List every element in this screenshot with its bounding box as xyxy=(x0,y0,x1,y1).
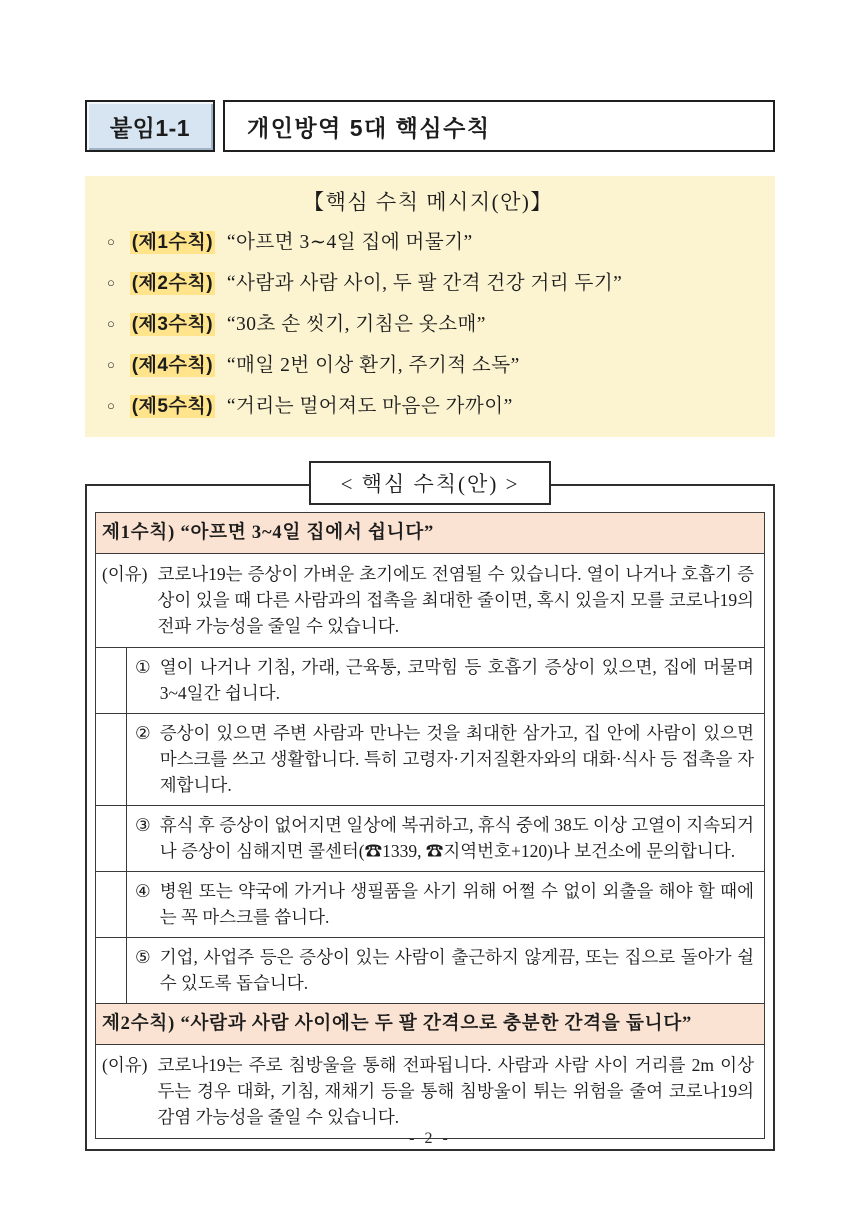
item-text: 병원 또는 약국에 가거나 생필품을 사기 위해 어쩔 수 없이 외출을 해야 할 때에는 꼭 마스크를 씁니다. xyxy=(159,881,754,927)
rule1-header-text: 제1수칙) “아프면 3~4일 집에서 쉽니다” xyxy=(96,513,765,554)
numbered-item xyxy=(135,720,754,798)
rule-label-highlight: (제2수칙) xyxy=(131,273,214,294)
numbered-item xyxy=(135,654,754,706)
item-number: ⑤ xyxy=(135,947,151,967)
rules-section-title: < 핵심 수칙(안) > xyxy=(309,461,552,505)
row-gutter-cell xyxy=(96,714,127,806)
item-number: ④ xyxy=(135,881,151,901)
row-gutter-cell xyxy=(96,806,127,872)
item-cell xyxy=(127,806,765,872)
reason-text: 코로나19는 주로 침방울을 통해 전파됩니다. 사람과 사람 사이 거리를 2m 이상 두는 경우 대화, 기침, 재채기 등을 통해 침방울이 튀는 위험을 줄여 코로나19의 감염 가능성을 줄일 수 있습니다. xyxy=(157,1055,754,1127)
rule-message-text: “거리는 멀어져도 마음은 가까이” xyxy=(226,396,513,417)
message-item-5 xyxy=(101,386,755,427)
row-gutter-cell xyxy=(96,938,127,1004)
item-number: ③ xyxy=(135,815,151,835)
circle-bullet: ○ xyxy=(107,275,115,290)
rule-label-highlight: (제3수칙) xyxy=(131,314,214,335)
rule-message-text: “30초 손 씻기, 기침은 옷소매” xyxy=(226,314,486,335)
reason-text: 코로나19는 증상이 가벼운 초기에도 전염될 수 있습니다. 열이 나거나 호흡기 증상이 있을 때 다른 사람과의 접촉을 최대한 줄이면, 혹시 있을지 모를 코로나19의 전파 가능성을 줄일 수 있습니다. xyxy=(157,564,754,636)
rule1-reason-row xyxy=(96,554,765,648)
rule-message-text: “사람과 사람 사이, 두 팔 간격 건강 거리 두기” xyxy=(226,273,623,294)
circle-bullet: ○ xyxy=(107,316,115,331)
rule2-reason-cell xyxy=(96,1045,765,1139)
rules-outer-box xyxy=(85,484,775,1151)
rule1-item-row-3 xyxy=(96,806,765,872)
rule1-item-row-5 xyxy=(96,938,765,1004)
rule1-header-row xyxy=(96,513,765,554)
rule2-reason-row xyxy=(96,1045,765,1139)
item-cell xyxy=(127,938,765,1004)
item-number: ① xyxy=(135,657,151,677)
page-number: - 2 - xyxy=(409,1130,451,1147)
reason-paragraph xyxy=(102,1052,754,1130)
item-cell xyxy=(127,872,765,938)
circle-bullet: ○ xyxy=(107,357,115,372)
row-gutter-cell xyxy=(96,872,127,938)
item-number: ② xyxy=(135,723,151,743)
numbered-item xyxy=(135,944,754,996)
message-item-3 xyxy=(101,304,755,345)
item-text: 기업, 사업주 등은 증상이 있는 사람이 출근하지 않게끔, 또는 집으로 돌아가 쉴 수 있도록 돕습니다. xyxy=(159,947,754,993)
reason-label: (이유) xyxy=(102,564,148,584)
circle-bullet: ○ xyxy=(107,398,115,413)
rule-label-highlight: (제1수칙) xyxy=(131,232,214,253)
numbered-item xyxy=(135,812,754,864)
rule1-reason-cell xyxy=(96,554,765,648)
rule2-header-row xyxy=(96,1004,765,1045)
item-text: 열이 나거나 기침, 가래, 근육통, 코막힘 등 호흡기 증상이 있으면, 집에 머물며 3~4일간 쉽니다. xyxy=(159,657,754,703)
rule1-item-row-4 xyxy=(96,872,765,938)
page-content xyxy=(0,100,860,1151)
item-text: 휴식 후 증상이 없어지면 일상에 복귀하고, 휴식 중에 38도 이상 고열이 지속되거나 증상이 심해지면 콜센터(☎1339, ☎지역번호+120)나 보건소에 문의합니다. xyxy=(159,815,754,861)
reason-paragraph xyxy=(102,561,754,639)
attachment-label-badge: 붙임1-1 xyxy=(85,100,215,152)
message-item-4 xyxy=(101,345,755,386)
attachment-header xyxy=(85,100,775,152)
rule-label-highlight: (제4수칙) xyxy=(131,355,214,376)
message-item-2 xyxy=(101,263,755,304)
row-gutter-cell xyxy=(96,648,127,714)
key-message-box xyxy=(85,176,775,437)
message-item-1 xyxy=(101,222,755,263)
circle-bullet: ○ xyxy=(107,234,115,249)
document-title: 개인방역 5대 핵심수칙 xyxy=(223,100,775,152)
reason-label: (이유) xyxy=(102,1055,148,1075)
rule-message-text: “아프면 3∼4일 집에 머물기” xyxy=(226,232,473,253)
rule2-header-text: 제2수칙) “사람과 사람 사이에는 두 팔 간격으로 충분한 간격을 둡니다” xyxy=(96,1004,765,1045)
rule1-item-row-1 xyxy=(96,648,765,714)
message-box-title: 【핵심 수칙 메시지(안)】 xyxy=(303,190,553,214)
rule-label-highlight: (제5수칙) xyxy=(131,396,214,417)
rules-table xyxy=(95,512,765,1139)
item-cell xyxy=(127,714,765,806)
rule-message-text: “매일 2번 이상 환기, 주기적 소독” xyxy=(226,355,520,376)
item-cell xyxy=(127,648,765,714)
numbered-item xyxy=(135,878,754,930)
rule1-item-row-2 xyxy=(96,714,765,806)
item-text: 증상이 있으면 주변 사람과 만나는 것을 최대한 삼가고, 집 안에 사람이 있으면 마스크를 쓰고 생활합니다. 특히 고령자·기저질환자와의 대화·식사 등 접촉을 자제합니다. xyxy=(159,723,754,795)
